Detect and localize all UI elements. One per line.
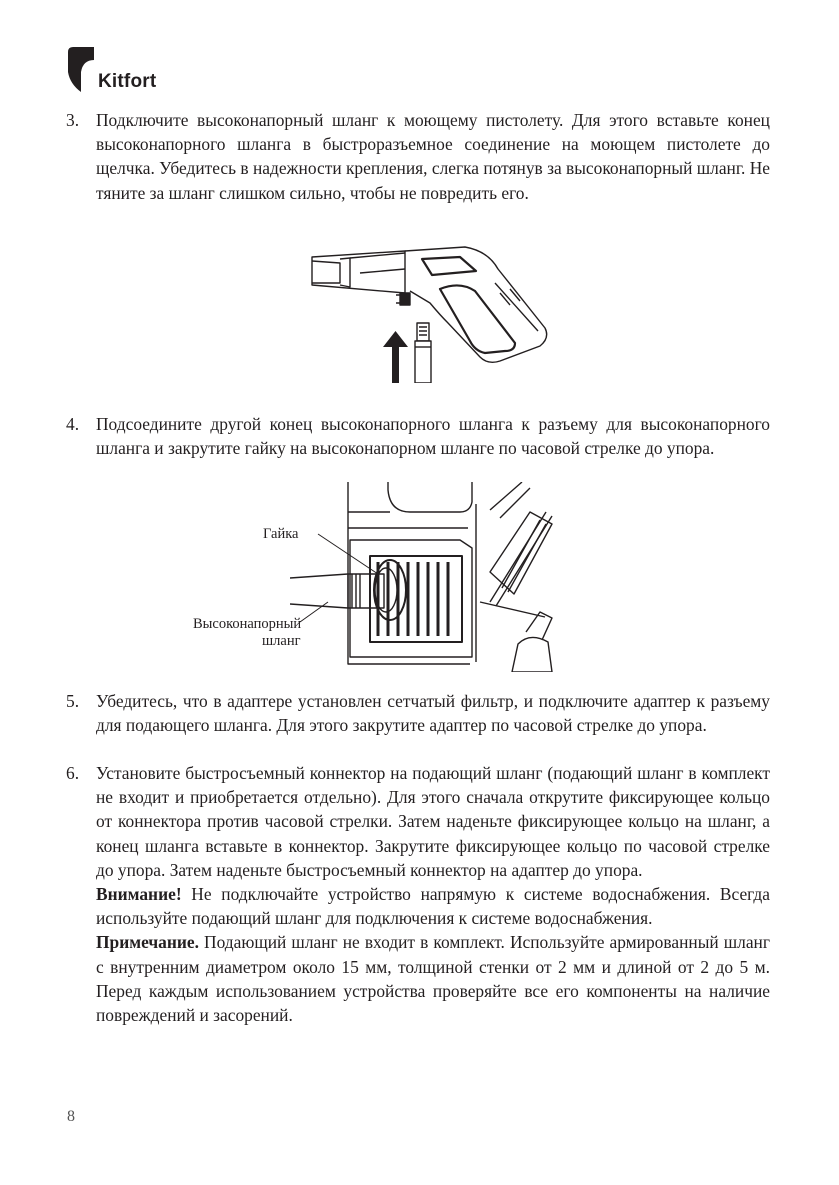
brand-name: Kitfort bbox=[98, 71, 157, 92]
warning-text: Не подключайте устройство напрямую к системе водоснабжения. Всегда используйте подающий шланг для подключения к системе водоснабжения. bbox=[96, 884, 770, 929]
step-3 bbox=[66, 108, 770, 205]
step-text: Подключите высоконапорный шланг к моющему пистолету. Для этого вставьте конец высоконапорного шланга в быстроразъемное соединение на моющем пистолете до щелчка. Убедитесь в надежности крепления, слегка потянув за высоконапорный шланг. Не тяните за шланг слишком сильно, чтобы не повредить его. bbox=[96, 110, 770, 203]
washer-connection-illustration bbox=[290, 482, 562, 672]
warning-label: Внимание! bbox=[96, 884, 182, 905]
step-number: 3. bbox=[66, 110, 80, 130]
step-5 bbox=[66, 689, 770, 737]
label-hose-line1: Высоконапорный bbox=[193, 616, 302, 632]
label-hose-line2: шланг bbox=[262, 633, 301, 649]
note-text: Подающий шланг не входит в комплект. Используйте армированный шланг с внутренним диаметром около 15 мм, толщиной стенки от 2 мм и длиной от 2 до 5 м. Перед каждым использованием устройства проверяйте все его компоненты на наличие повреждений и засорений. bbox=[96, 932, 770, 1026]
kitfort-logo-icon bbox=[66, 46, 96, 94]
spray-gun-illustration bbox=[300, 243, 550, 383]
step-number: 4. bbox=[66, 414, 80, 434]
step-6 bbox=[66, 761, 770, 1027]
page-number: 8 bbox=[67, 1108, 75, 1125]
note-paragraph bbox=[96, 930, 770, 1027]
step-text: Установите быстросъемный коннектор на подающий шланг (подающий шланг в комплект не входит и приобретается отдельно). Для этого сначала открутите фиксирующее кольцо от коннектора против часовой стрелки. Затем наденьте фиксирующее кольцо на шланг, а конец шланга вставьте в коннектор. Закрутите фиксирующее кольцо по часовой стрелке до упора. Затем наденьте быстросъемный коннектор на адаптер до упора. bbox=[96, 763, 770, 880]
warning-paragraph bbox=[96, 882, 770, 930]
brand-logo bbox=[66, 46, 186, 94]
step-number: 6. bbox=[66, 763, 80, 783]
label-nut: Гайка bbox=[263, 526, 299, 542]
step-number: 5. bbox=[66, 691, 80, 711]
step-text: Убедитесь, что в адаптере установлен сетчатый фильтр, и подключите адаптер к разъему для подающего шланга. Для этого закрутите адаптер по часовой стрелке до упора. bbox=[96, 691, 770, 736]
step-text: Подсоедините другой конец высоконапорного шланга к разъему для высоконапорного шланга и закрутите гайку на высоконапорном шланге по часовой стрелке до упора. bbox=[96, 414, 770, 459]
step-4 bbox=[66, 412, 770, 460]
note-label: Примечание. bbox=[96, 932, 199, 953]
